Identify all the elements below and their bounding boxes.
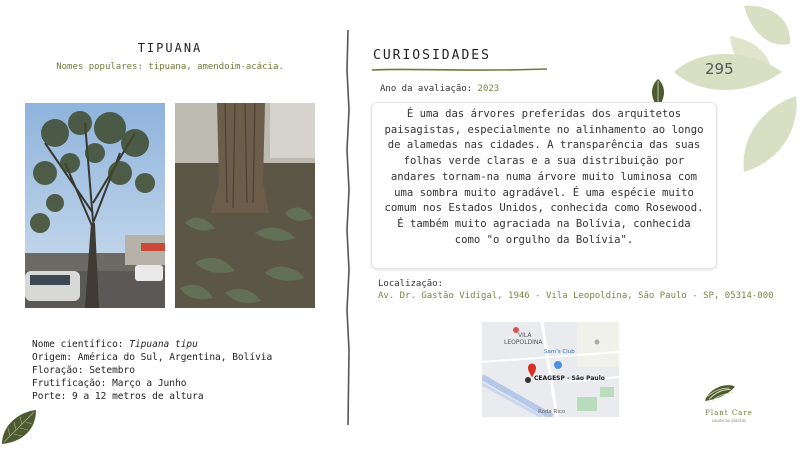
location-map[interactable]: [482, 322, 619, 417]
fact-origin: Origem: América do Sul, Argentina, Bolívia: [32, 352, 273, 363]
tree-street-photo: [25, 103, 165, 308]
tree-title: TIPUANA: [137, 41, 203, 55]
brand-name: Plant Care: [705, 409, 753, 417]
map-label-sams-club: Sam's Club: [544, 349, 575, 355]
tree-trunk-photo: [175, 103, 315, 308]
popular-names: Nomes populares: tipuana, amendoim-acácia.: [56, 62, 284, 72]
section-title: CURIOSIDADES: [373, 48, 491, 63]
map-label-ceagesp: CEAGESP - São Paulo: [534, 375, 605, 382]
brand-tagline: saúde ao plantas: [711, 418, 747, 423]
section-underline: [372, 67, 547, 73]
tree-facts: [32, 338, 272, 403]
column-divider: [345, 30, 351, 425]
description-text: É uma das árvores preferidas dos arquitetos paisagistas, especialmente no alinhamento ao longo de alamedas nas cidades. A transparência das suas folhas verde claras e a sua distribuição por andares tornam-na numa árvore muito luminosa com uma sombra muito agradável. É uma espécie muito comum nos Estados Unidos, conhecida como Rosewood. É também muito agraciada na Bolívia, conhecida como "o orgulho da Bolívia".: [384, 108, 704, 246]
location-label: Localização:: [378, 279, 444, 289]
fact-fruiting: Frutificação: Março a Junho: [32, 378, 187, 389]
fact-scientific-name: Nome científico: Tipuana tipu: [32, 339, 198, 350]
map-label-roda-rico: Roda Rico: [538, 409, 566, 415]
description-card: [371, 102, 717, 269]
decorative-leaf-bottom-left: [0, 408, 40, 446]
map-label-vila: VILA: [518, 332, 532, 339]
location-address: Av. Dr. Gastão Vidigal, 1946 - Vila Leopoldina, São Paulo - SP, 05314-000: [378, 291, 774, 301]
plant-care-logo-icon: [702, 378, 752, 408]
fact-flowering: Floração: Setembro: [32, 365, 135, 376]
page-number: 295: [705, 60, 734, 78]
map-label-leopoldina: LEOPOLDINA: [504, 339, 543, 346]
evaluation-year: Ano da avaliação: 2023: [380, 84, 500, 94]
fact-size: Porte: 9 a 12 metros de altura: [32, 391, 204, 402]
